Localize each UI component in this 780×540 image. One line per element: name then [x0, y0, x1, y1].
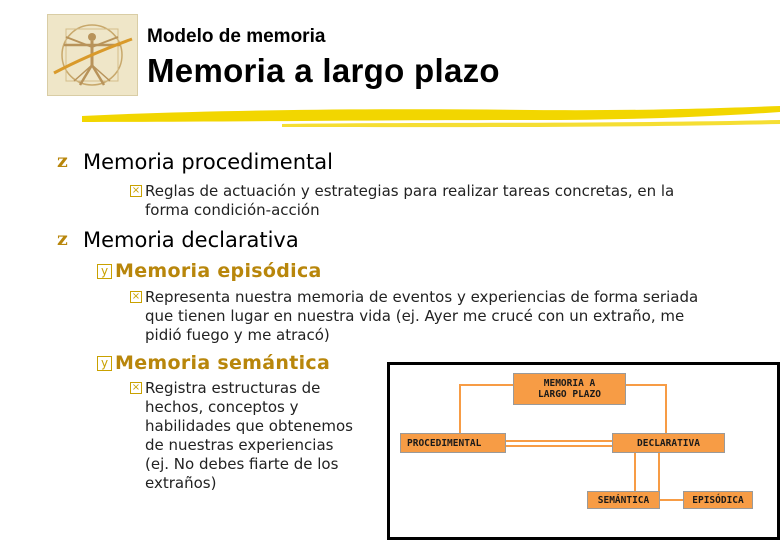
bullet-procedimental: [57, 150, 333, 174]
bullet-procedimental-label: Memoria procedimental: [83, 150, 333, 174]
z-bullet-icon: z: [57, 228, 68, 250]
detail-line: pidió fuego y me atracó): [145, 326, 330, 344]
sub-bullet-episodica: [130, 288, 698, 345]
detail-line: hechos, conceptos y: [145, 398, 299, 416]
x-box-bullet-icon: ×: [131, 291, 141, 302]
slide-subtitle: Modelo de memoria: [147, 26, 326, 47]
sub-bullet-procedimental: [130, 182, 674, 220]
detail-line: forma condición-acción: [145, 201, 320, 219]
detail-line: Representa nuestra memoria de eventos y experiencias de forma seriada: [145, 288, 699, 306]
box-largo-plazo-line2: LARGO PLAZO: [538, 389, 601, 400]
z-bullet-icon: z: [57, 150, 68, 172]
slide-title: Memoria a largo plazo: [147, 52, 500, 89]
detail-line: extraños): [145, 474, 217, 492]
y-box-bullet-icon: y: [97, 264, 112, 279]
detail-line: Reglas de actuación y estrategias para realizar tareas concretas, en la: [145, 182, 675, 200]
x-box-bullet-icon: ×: [131, 382, 141, 393]
box-episodica: EPISÓDICA: [683, 491, 753, 509]
detail-line: habilidades que obtenemos: [145, 417, 353, 435]
y-box-bullet-icon: y: [97, 356, 112, 371]
bullet-declarativa-label: Memoria declarativa: [83, 228, 299, 252]
bullet-declarativa: [57, 228, 299, 252]
detail-line: que tienen lugar en nuestra vida (ej. Ayer me crucé con un extraño, me: [145, 307, 685, 325]
bullet-semantica-label: Memoria semántica: [115, 352, 331, 374]
vitruvian-man-icon: [47, 14, 138, 96]
box-largo-plazo-line1: MEMORIA A: [543, 378, 596, 389]
detail-line: Registra estructuras de: [145, 379, 321, 397]
box-largo-plazo: [513, 373, 626, 405]
box-semantica: SEMÁNTICA: [587, 491, 660, 509]
title-underline-brush: [82, 100, 780, 130]
memory-diagram: [387, 362, 780, 540]
detail-line: (ej. No debes fiarte de los: [145, 455, 339, 473]
bullet-episodica: [97, 260, 322, 282]
sub-bullet-semantica: [130, 379, 353, 493]
box-procedimental: PROCEDIMENTAL: [400, 433, 506, 453]
box-declarativa: DECLARATIVA: [612, 433, 725, 453]
x-box-bullet-icon: ×: [131, 185, 141, 196]
bullet-semantica: [97, 352, 330, 374]
detail-line: de nuestras experiencias: [145, 436, 334, 454]
bullet-episodica-label: Memoria episódica: [115, 260, 322, 282]
